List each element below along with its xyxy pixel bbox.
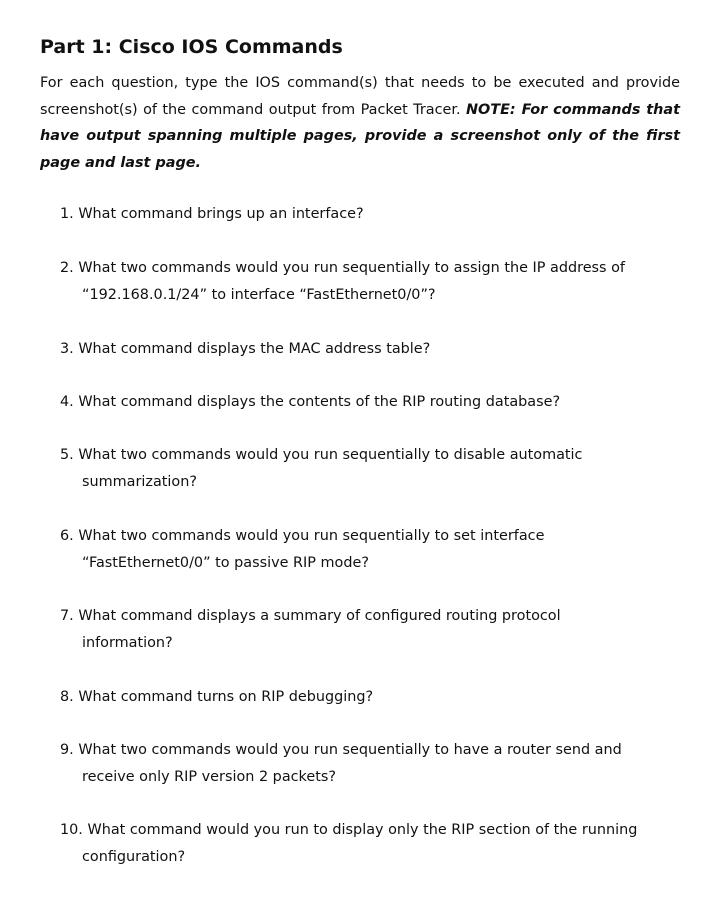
- question-number: 1.: [60, 206, 74, 222]
- question-text: What command displays the MAC address table?: [78, 341, 431, 357]
- question-text: What two commands would you run sequentially to disable automatic: [78, 447, 583, 463]
- question-text-continued: “FastEthernet0/0” to passive RIP mode?: [82, 555, 369, 571]
- question-text: What two commands would you run sequentially to assign the IP address of: [78, 260, 625, 276]
- question-number: 7.: [60, 608, 74, 624]
- question-5: [60, 442, 675, 496]
- question-6: [60, 523, 675, 577]
- question-10: [60, 817, 675, 871]
- question-number: 5.: [60, 447, 74, 463]
- question-7: [60, 603, 675, 657]
- question-text-continued: “192.168.0.1/24” to interface “FastEthernet0/0”?: [82, 287, 436, 303]
- question-number: 8.: [60, 689, 74, 705]
- question-text: What command displays a summary of configured routing protocol: [78, 608, 561, 624]
- question-4: [60, 389, 675, 416]
- question-number: 3.: [60, 341, 74, 357]
- question-8: [60, 684, 675, 711]
- question-text: What command displays the contents of the RIP routing database?: [78, 394, 561, 410]
- question-text-continued: summarization?: [82, 474, 197, 490]
- question-number: 9.: [60, 742, 74, 758]
- question-text-continued: configuration?: [82, 849, 186, 865]
- question-number: 6.: [60, 528, 74, 544]
- question-number: 10.: [60, 822, 83, 838]
- question-3: [60, 336, 675, 363]
- question-text-continued: information?: [82, 635, 173, 651]
- section-heading: Part 1: Cisco IOS Commands: [40, 36, 343, 58]
- question-9: [60, 737, 675, 791]
- question-text: What command turns on RIP debugging?: [78, 689, 374, 705]
- question-text: What command would you run to display only the RIP section of the running: [87, 822, 638, 838]
- question-number: 2.: [60, 260, 74, 276]
- question-text-continued: receive only RIP version 2 packets?: [82, 769, 336, 785]
- question-text: What two commands would you run sequentially to have a router send and: [78, 742, 622, 758]
- question-text: What two commands would you run sequentially to set interface: [78, 528, 545, 544]
- question-number: 4.: [60, 394, 74, 410]
- question-text: What command brings up an interface?: [78, 206, 364, 222]
- intro-note: NOTE: For commands that have output spanning multiple pages, provide a screenshot only of the first page and last page.: [40, 101, 680, 171]
- question-1: [60, 201, 675, 228]
- intro-text: For each question, type the IOS command(s) that needs to be executed and provide screenshot(s) of the command output from Packet Tracer.: [40, 75, 680, 118]
- question-2: [60, 255, 675, 309]
